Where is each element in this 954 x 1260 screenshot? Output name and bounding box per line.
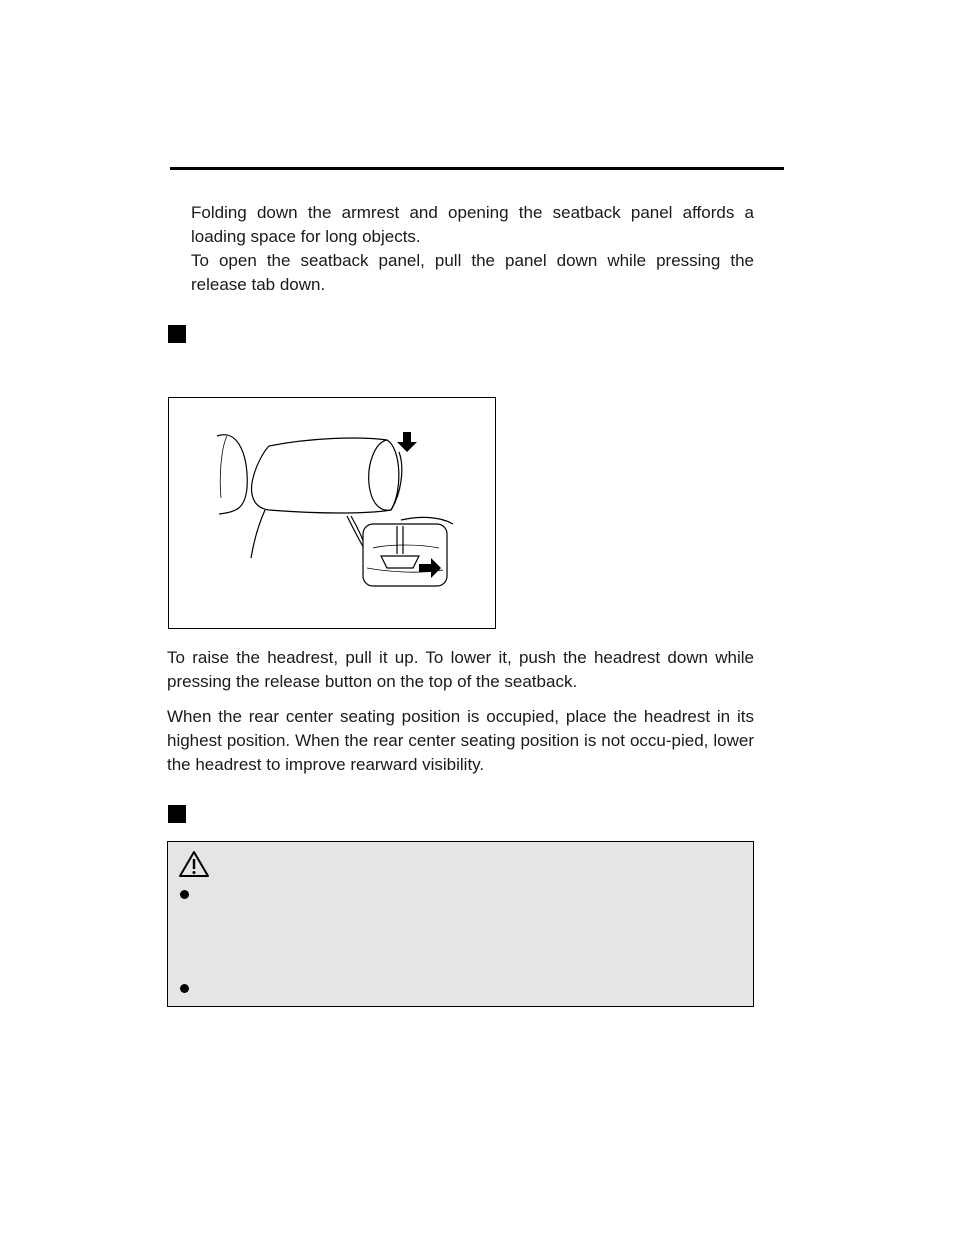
headrest-drawing <box>169 398 497 630</box>
headrest-paragraph-1: To raise the headrest, pull it up. To lower it, push the headrest down while pressing the release button on the top of the seatback. <box>167 648 754 691</box>
intro-paragraph-2: To open the seatback panel, pull the panel down while pressing the release tab down. <box>191 251 754 294</box>
warning-triangle-icon <box>178 850 210 878</box>
section-marker-square-icon-2 <box>168 805 186 823</box>
intro-text <box>191 201 754 297</box>
section-marker-square-icon <box>168 325 186 343</box>
intro-paragraph-1: Folding down the armrest and opening the seatback panel affords a loading space for long objects. <box>191 203 754 246</box>
bullet-icon <box>180 890 189 899</box>
bullet-icon-2 <box>180 984 189 993</box>
headrest-paragraph-2: When the rear center seating position is occupied, place the headrest in its highest position. When the rear center seating position is not occu-pied, lower the headrest to improve rearward visibility. <box>167 707 754 774</box>
headrest-illustration <box>168 397 496 629</box>
warning-box <box>167 841 754 1007</box>
header-rule <box>170 167 784 170</box>
